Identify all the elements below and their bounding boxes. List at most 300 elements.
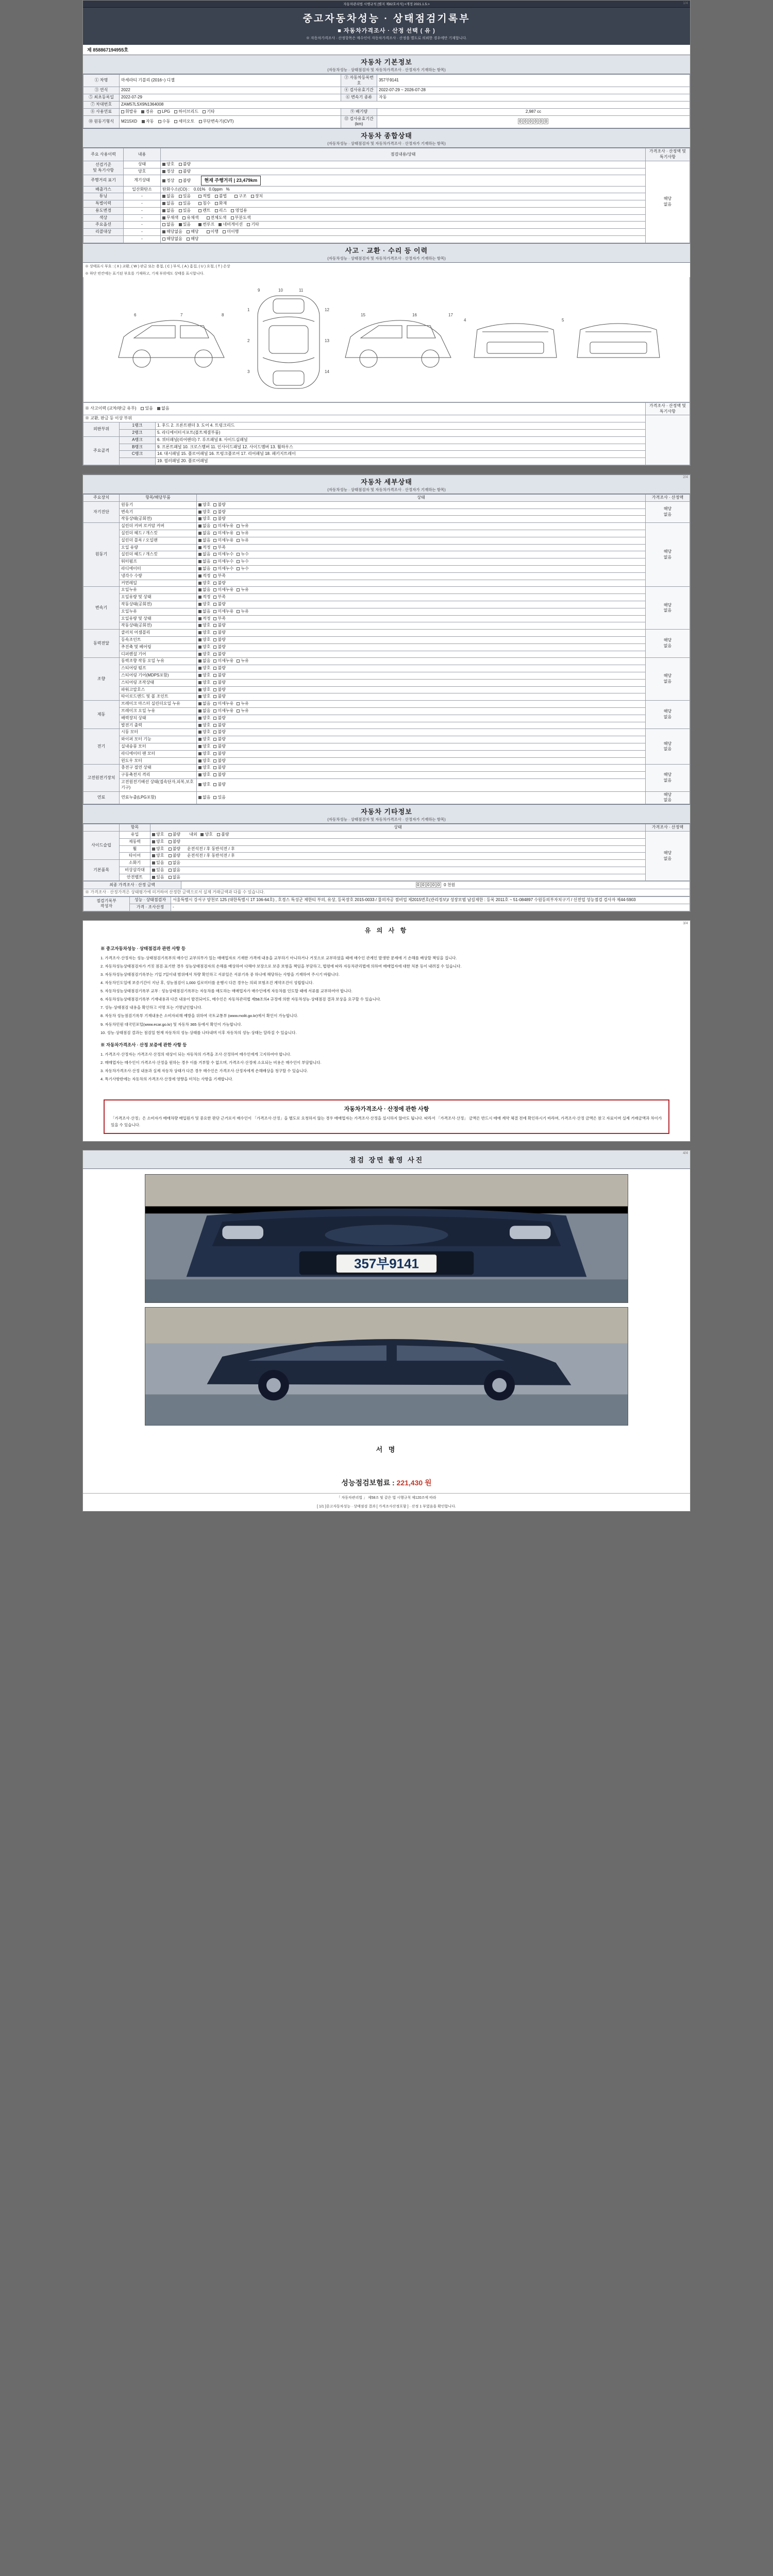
checkbox-trans-auto[interactable]: 자동 (142, 119, 154, 125)
checkbox-label: 불량 (217, 765, 226, 770)
checkbox-history-fire[interactable]: 화재 (215, 201, 227, 207)
checkbox-opt-1[interactable] (213, 510, 225, 515)
table-row (83, 222, 690, 229)
row-label: 실린더 블록 / 오일팬 (120, 537, 197, 544)
price-cell: 해당 없음 (646, 630, 690, 658)
checkbox-option-sunroof[interactable]: 썬루프 (198, 222, 214, 228)
checkbox-meter-normal[interactable]: 정상 (162, 178, 174, 184)
checkbox-accident-no[interactable]: 없음 (157, 406, 169, 412)
checkbox-ng[interactable]: 불량 (179, 169, 191, 175)
checkbox-first[interactable] (198, 795, 210, 801)
checkbox-label: 적정 (203, 545, 211, 550)
row-label: 제동력 (120, 838, 150, 845)
checkbox-brake-good[interactable]: 양호 (152, 839, 164, 845)
checkbox-tuning-yes[interactable]: 있음 (179, 194, 191, 199)
row-group-label: 원동기 (83, 523, 120, 587)
checkbox-first[interactable] (198, 680, 210, 686)
checkbox-use-yes[interactable]: 있음 (179, 208, 191, 214)
checkbox-opt-1[interactable] (213, 623, 225, 629)
checkbox-extra-1[interactable]: 해당없음 (162, 236, 182, 242)
field-value-odometer-digits: 0 0 0 0 0 0 (377, 115, 690, 128)
checkbox-sideslip-in-good[interactable]: 양호 (152, 832, 164, 838)
sheet-page-2 (82, 474, 691, 912)
checkbox-first[interactable] (198, 758, 210, 764)
checkbox-wheel-good[interactable]: 양호 (152, 846, 164, 852)
field-value-plate: 357부9141 (377, 74, 690, 87)
checkbox-opt-1[interactable] (213, 602, 225, 607)
checkbox-color-chroma[interactable]: 유채색 (182, 215, 198, 221)
checkbox-trans-manual[interactable]: 수동 (158, 119, 170, 125)
checkbox-state-bad[interactable]: 불량 (179, 162, 191, 167)
checkbox-recall-notdone[interactable]: 미이행 (223, 229, 239, 235)
checkbox-first[interactable] (198, 502, 210, 508)
section-note-basic: (자동차성능 · 상태점검자 및 자동차가격조사 · 산정자가 기재하는 항목) (327, 67, 446, 72)
field-value-carname: 마세라티 기블리 (2016~) 디젤 (120, 74, 341, 87)
photo-front (145, 1174, 628, 1303)
checkbox-opt-1[interactable] (213, 630, 225, 636)
checkbox-history-none[interactable]: 없음 (162, 201, 174, 207)
row-label: - (124, 236, 161, 243)
row-checkboxes (197, 537, 646, 544)
checkbox-first[interactable] (198, 658, 210, 664)
checkbox-state-good[interactable]: 양호 (162, 162, 174, 167)
svg-text:15: 15 (361, 312, 365, 317)
field-label: ⑫ 검사유효기간(km) (341, 115, 377, 128)
table-row (83, 501, 690, 509)
checkbox-extra-2[interactable]: 해당 (187, 236, 198, 242)
checkbox-tuning-illegal[interactable]: 불법 (215, 194, 227, 199)
checkbox-paint-part[interactable]: 부분도색 (231, 215, 251, 221)
checkbox-label: 없음 (203, 566, 211, 571)
checkbox-first[interactable] (198, 595, 210, 600)
table-row (83, 686, 690, 693)
checkbox-label: 불량 (217, 509, 226, 514)
checkbox-opt-1[interactable] (213, 730, 225, 735)
checkbox-opt-1[interactable] (213, 772, 225, 778)
table-price-summary (83, 881, 690, 896)
checkbox-first[interactable] (198, 602, 210, 607)
checkbox-opt-1[interactable] (213, 637, 225, 643)
row-label: - (124, 193, 161, 200)
table-row (83, 722, 690, 729)
table-row (83, 707, 690, 715)
checkbox-first[interactable] (198, 510, 210, 515)
row-group-label: 주요골격 (83, 436, 120, 465)
checkbox-first[interactable] (198, 751, 210, 757)
svg-text:7: 7 (180, 312, 183, 317)
table-row (83, 509, 690, 516)
checkbox-option-yes[interactable]: 있음 (179, 222, 191, 228)
parts-list: 9. 프론트패널 10. 크로스멤버 11. 인사이드패널 12. 사이드멤버 13. 휠하우스 (156, 444, 646, 451)
checkbox-first[interactable] (198, 552, 210, 557)
checkbox-opt-2[interactable] (237, 658, 248, 664)
checkbox-opt-1[interactable] (213, 666, 225, 671)
col-header: 상태 (197, 495, 646, 502)
checkbox-opt-2[interactable] (237, 552, 248, 557)
checkbox-trans-cvt[interactable]: 무단변속기(CVT) (199, 119, 234, 125)
checkbox-first[interactable] (198, 623, 210, 629)
col-header (83, 824, 120, 832)
checkbox-opt-1[interactable] (213, 523, 233, 529)
checkbox-first[interactable] (198, 523, 210, 529)
checkbox-first[interactable] (198, 637, 210, 643)
row-checkboxes (197, 601, 646, 608)
checkbox-opt-1[interactable] (213, 552, 233, 557)
checkbox-opt-2[interactable] (237, 538, 248, 544)
checkbox-first[interactable] (198, 701, 210, 707)
row-checkboxes (150, 853, 646, 860)
row-label: 상태 (124, 161, 161, 168)
checkbox-first[interactable] (198, 772, 210, 778)
row-checkboxes (150, 845, 646, 853)
row-checkboxes (161, 161, 646, 168)
row-checkboxes (197, 608, 646, 615)
checkbox-opt-1[interactable] (213, 708, 233, 714)
checkbox-opt-2[interactable] (237, 609, 248, 615)
checkbox-recall-yes[interactable]: 해당 (187, 229, 198, 235)
row-checkboxes (197, 587, 646, 594)
checkbox-opt-2[interactable] (237, 523, 248, 529)
checkbox-first[interactable] (198, 516, 210, 522)
checkbox-opt-1[interactable] (213, 581, 225, 586)
checkbox-opt-2[interactable] (237, 701, 248, 707)
checkbox-first[interactable] (198, 716, 210, 721)
checkbox-opt-1[interactable] (213, 559, 233, 565)
row-label: 양호 (124, 168, 161, 175)
checkbox-tuning-legal[interactable]: 적법 (198, 194, 210, 199)
checkbox-recall-done[interactable]: 이행 (207, 229, 219, 235)
checkbox-label: 불량 (217, 666, 226, 671)
emission-hc: 0.0ppm (209, 187, 223, 192)
checkbox-sideslip-out-good[interactable]: 양호 (200, 832, 212, 838)
parts-list: 1. 후드 2. 프론트팬더 3. 도어 4. 트렁크리드 (156, 422, 646, 430)
field-label: ① 차명 (83, 74, 120, 87)
checkbox-trans-semi[interactable]: 세미오토 (174, 119, 194, 125)
checkbox-fuel-gasoline[interactable]: 휘발유 (121, 109, 137, 115)
field-value-first-reg: 2022-07-29 (120, 94, 341, 101)
checkbox-label: 양호 (203, 630, 211, 635)
checkbox-fuel-lpg[interactable]: LPG (158, 109, 170, 115)
checkbox-first[interactable] (198, 573, 210, 579)
row-label: - (124, 200, 161, 208)
checkbox-label: 있음 (217, 794, 226, 800)
row-label: 발전기 출력 (120, 722, 197, 729)
checkbox-label: 불량 (217, 694, 226, 699)
assessor-info: - (171, 904, 690, 911)
checkbox-opt-1[interactable] (213, 673, 225, 679)
checkbox-first[interactable] (198, 545, 210, 551)
checkbox-fuel-etc[interactable]: 기타 (203, 109, 214, 115)
checkbox-first[interactable] (198, 630, 210, 636)
warning-body: 「가격조사·산정」은 소비자가 매매차량 매입원가 및 중요한 판단 근거로서 매수인이 「가격조사·산정」을 별도로 요청하지 않는 경우 매매업자는 가격조사·산정을 실시하지 않아도 됩니다. 따라서 「가격조사·산정」 금액은 반드시 매매 계약 체결 전에 확인하시기 바라며, 가격조사·산정 금액은 참고 자료이며 실제 거래금액과 차이가 있을 수 있습니다. (111, 1116, 662, 1127)
checkbox-first[interactable] (198, 687, 210, 693)
checkbox-opt-1[interactable] (213, 694, 225, 700)
checkbox-option-none[interactable]: 없음 (162, 222, 174, 228)
row-label: 실린더 헤드 / 개스킷 (120, 530, 197, 537)
table-row (83, 772, 690, 779)
row-label: 고전원전기배선 상태(접속단자,피복,보호기구) (120, 778, 197, 791)
price-cell: 해당 없음 (646, 587, 690, 630)
checkbox-fuel-diesel[interactable]: 경유 (141, 109, 153, 115)
row-label: 실내송풍 모터 (120, 743, 197, 750)
price-note: ※ 가격조사 · 산정가격은 상태평가에 의거하여 산정한 금액으로서 실제 거래금액과 다를 수 있습니다. (83, 889, 690, 896)
photo-section-title: 점검 장면 촬영 사진 (83, 1150, 690, 1169)
checkbox-first[interactable] (198, 765, 210, 771)
checkbox-opt-1[interactable] (213, 751, 225, 757)
checkbox-option-etc[interactable]: 기타 (247, 222, 259, 228)
checkbox-label: 양호 (203, 672, 211, 677)
checkbox-label: 누수 (241, 559, 249, 564)
checkbox-tire-good[interactable]: 양호 (152, 853, 164, 859)
checkbox-opt-1[interactable] (213, 516, 225, 522)
checkbox-opt-2[interactable] (237, 559, 248, 565)
checkbox-first[interactable] (198, 673, 210, 679)
checkbox-tuning-structure[interactable]: 구조 (234, 194, 246, 199)
checkbox-label: 부족 (217, 545, 226, 550)
checkbox-paint-full[interactable]: 전체도색 (207, 215, 227, 221)
checkbox-extinguisher-no[interactable]: 없음 (169, 860, 180, 866)
checkbox-label: 없음 (203, 523, 211, 529)
checkbox-first[interactable] (198, 708, 210, 714)
row-group-label: 주행거리 표기 (83, 175, 124, 186)
checkbox-first[interactable] (198, 744, 210, 750)
checkbox-opt-1[interactable] (213, 701, 233, 707)
section-title-accident: 사고 · 교환 · 수리 등 이력 (345, 246, 428, 255)
table-row (83, 168, 690, 175)
checkbox-label: 누유 (241, 708, 249, 713)
checkbox-first[interactable] (198, 538, 210, 544)
checkbox-label: 없음 (203, 608, 211, 614)
table-row (83, 867, 690, 874)
checkbox-triangle-no[interactable]: 없음 (169, 868, 180, 873)
row-checkboxes (197, 715, 646, 722)
checkbox-label: 미세누유 (217, 658, 234, 664)
checkbox-opt-2[interactable] (237, 708, 248, 714)
checkbox-opt-1[interactable] (213, 658, 233, 664)
checkbox-history-flood[interactable]: 침수 (198, 201, 210, 207)
checkbox-opt-1[interactable] (213, 723, 225, 728)
row-label: 일산화탄소 (124, 186, 161, 193)
table-row (83, 750, 690, 757)
checkbox-opt-1[interactable] (213, 538, 233, 544)
checkbox-opt-1[interactable] (213, 652, 225, 657)
row-group-label: 배출가스 (83, 186, 124, 193)
table-row (83, 765, 690, 772)
table-row (83, 860, 690, 867)
row-checkboxes (161, 193, 646, 200)
svg-text:14: 14 (325, 369, 329, 374)
checkbox-color-mono[interactable]: 무채색 (162, 215, 178, 221)
checkbox-first[interactable] (198, 782, 210, 788)
field-value-inspection-period: 2022-07-29 ~ 2026-07-28 (377, 87, 690, 94)
checkbox-first[interactable] (198, 723, 210, 728)
table-header-row (83, 824, 690, 832)
checkbox-sideslip-in-bad[interactable]: 불량 (169, 832, 180, 838)
col-header: 주요장치 (83, 495, 120, 502)
checkbox-label: 양호 (203, 758, 211, 763)
checkbox-first[interactable] (198, 587, 210, 593)
checkbox-label: 양호 (203, 516, 211, 521)
checkbox-meter-bad[interactable]: 불량 (179, 178, 191, 184)
checkbox-first[interactable] (198, 666, 210, 671)
checkbox-opt-1[interactable] (213, 782, 225, 788)
checkbox-tuning-none[interactable]: 없음 (162, 194, 174, 199)
sheet-page-3 (82, 920, 691, 1142)
checkbox-triangle-yes[interactable]: 있음 (152, 868, 164, 873)
checkbox-use-rent[interactable]: 렌트 (198, 208, 210, 214)
table-row (83, 161, 690, 168)
checkbox-opt-1[interactable] (213, 680, 225, 686)
checkbox-label: 불량 (217, 751, 226, 756)
warning-title: 자동차가격조사 · 산정에 관한 사항 (344, 1106, 429, 1113)
checkbox-label: 불량 (217, 722, 226, 727)
row-checkboxes (150, 831, 646, 838)
checkbox-first[interactable] (198, 531, 210, 536)
checkbox-opt-1[interactable] (213, 531, 233, 536)
checkbox-opt-1[interactable] (213, 566, 233, 572)
docnum-suffix: 호 (124, 47, 128, 53)
checkbox-recall-na[interactable]: 해당없음 (162, 229, 182, 235)
checkbox-label: 불량 (217, 502, 226, 507)
checkbox-history-yes[interactable]: 있음 (179, 201, 191, 207)
field-label: ⑥ 변속기 종류 (341, 94, 377, 101)
checkbox-label: 불량 (217, 651, 226, 656)
checkbox-option-navi[interactable]: 네비게이션 (219, 222, 243, 228)
checkbox-label: 불량 (217, 516, 226, 521)
checkbox-opt-1[interactable] (213, 765, 225, 771)
notice-item: 10. 성능·상태점검 결과는 점검일 현재 자동차의 성능·상태를 나타내며 이후 자동차의 성능·상태는 달라질 수 있습니다. (100, 1030, 297, 1035)
checkbox-opt-1[interactable] (213, 737, 225, 742)
section-bar-basic (83, 55, 690, 74)
checkbox-sideslip-out-bad[interactable]: 불량 (217, 832, 229, 838)
row-checkboxes (197, 566, 646, 573)
checkbox-fuel-hybrid[interactable]: 하이브리드 (174, 109, 198, 115)
svg-text:12: 12 (325, 307, 329, 312)
row-group-label: 변속기 (83, 587, 120, 630)
row-checkboxes (161, 200, 646, 208)
checkbox-opt-2[interactable] (237, 566, 248, 572)
row-checkboxes (197, 736, 646, 743)
checkbox-opt-1[interactable] (213, 795, 225, 801)
checkbox-label: 누유 (241, 701, 249, 706)
checkbox-belt-yes[interactable]: 있음 (152, 875, 164, 880)
checkbox-opt-1[interactable] (213, 595, 225, 600)
price-note-cell: 해당 없음 (646, 161, 690, 243)
checkbox-wheel-bad[interactable]: 불량 (169, 846, 180, 852)
row-label: 오일누유 (120, 587, 197, 594)
row-label: 소화기 (120, 860, 150, 867)
checkbox-label: 양호 (203, 751, 211, 756)
table-row (83, 838, 690, 845)
field-value-displacement: 2,987 cc (377, 108, 690, 115)
checkbox-belt-no[interactable]: 없음 (169, 875, 180, 880)
checkbox-opt-1[interactable] (213, 616, 225, 622)
row-label: 파워고압호스 (120, 686, 197, 693)
checkbox-tuning-device[interactable]: 장치 (251, 194, 263, 199)
accident-price-cell (646, 415, 690, 465)
field-label: ③ 연식 (83, 87, 120, 94)
svg-text:4: 4 (464, 317, 466, 323)
checkbox-opt-1[interactable] (213, 573, 225, 579)
row-group-label: 기본품목 (83, 860, 120, 881)
rank-label: C랭크 (120, 451, 156, 458)
field-value-year: 2022 (120, 87, 341, 94)
table-row (83, 791, 690, 804)
checkbox-extinguisher-yes[interactable]: 있음 (152, 860, 164, 866)
field-label: ⑨ 배기량 (341, 108, 377, 115)
checkbox-label: 없음 (203, 537, 211, 543)
table-header-row (83, 495, 690, 502)
checkbox-opt-1[interactable] (213, 687, 225, 693)
rank-label: 2랭크 (120, 430, 156, 437)
col-header: 가격조사 · 산정액 및 특기사항 (646, 148, 690, 161)
checkbox-label: 불량 (217, 644, 226, 649)
row-checkboxes (197, 622, 646, 630)
price-cell: 해당 없음 (646, 658, 690, 701)
checkbox-first[interactable] (198, 609, 210, 615)
notice-item: 2. 자동차성능상태점검자가 거짓 점검·표기한 경우 성능상태점검자의 손해를 배상하여 다해야 보장으로 보증 보험을 책임을 부담하고, 법령에 따라 자동차관리법에 의하여 매매업자에 대한 처분 등이 내려질 수 있습니다. (100, 963, 462, 969)
checkbox-use-none[interactable]: 없음 (162, 208, 174, 214)
checkbox-opt-1[interactable] (213, 545, 225, 551)
row-checkboxes (161, 207, 646, 214)
checkbox-opt-1[interactable] (213, 744, 225, 750)
checkbox-opt-2[interactable] (237, 531, 248, 536)
table-row (83, 551, 690, 558)
checkbox-label: 누수 (241, 552, 249, 557)
table-row (83, 558, 690, 566)
table-row (83, 108, 690, 115)
checkbox-brake-bad[interactable]: 불량 (169, 839, 180, 845)
checkbox-first[interactable] (198, 581, 210, 586)
checkbox-first[interactable] (198, 737, 210, 742)
col-header: 주요 사용이력 (83, 148, 124, 161)
checkbox-accident-yes[interactable]: 있음 (141, 406, 153, 412)
col-header-price: 가격조사 · 산정액 및 특기사항 (646, 402, 690, 415)
row-checkboxes (197, 651, 646, 658)
checkbox-label: 양호 (203, 715, 211, 720)
checkbox-opt-1[interactable] (213, 645, 225, 650)
row-label: 작동상태(공회전) (120, 601, 197, 608)
checkbox-ok[interactable]: 정상 (162, 169, 174, 175)
checkbox-opt-1[interactable] (213, 587, 233, 593)
notice-item: 4. 특기사항란에는 자동차의 가격조사·산정에 영향을 미치는 사항을 기재합니다. (100, 1077, 233, 1082)
checkbox-first[interactable] (198, 616, 210, 622)
checkbox-first[interactable] (198, 559, 210, 565)
checkbox-opt-2[interactable] (237, 587, 248, 593)
signature-area[interactable] (83, 1456, 690, 1476)
checkbox-label: 양호 (203, 651, 211, 656)
checkbox-use-business[interactable]: 영업용 (231, 208, 247, 214)
checkbox-first[interactable] (198, 730, 210, 735)
page-tag-1: 1/4 (683, 2, 688, 5)
checkbox-opt-1[interactable] (213, 502, 225, 508)
price-total-value: 0 0 0 0 0 0 천원 (181, 882, 690, 889)
table-row (83, 186, 690, 193)
checkbox-first[interactable] (198, 652, 210, 657)
checkbox-first[interactable] (198, 566, 210, 572)
checkbox-opt-1[interactable] (213, 716, 225, 721)
checkbox-opt-1[interactable] (213, 758, 225, 764)
table-row (83, 193, 690, 200)
checkbox-first[interactable] (198, 645, 210, 650)
checkbox-use-lease[interactable]: 리스 (215, 208, 227, 214)
checkbox-first[interactable] (198, 694, 210, 700)
checkbox-opt-1[interactable] (213, 609, 233, 615)
row-label: 오일유량 및 상태 (120, 615, 197, 622)
checkbox-tire-bad[interactable]: 불량 (169, 853, 180, 859)
checkbox-label: 불량 (217, 782, 226, 787)
checkbox-label: 없음 (203, 552, 211, 557)
